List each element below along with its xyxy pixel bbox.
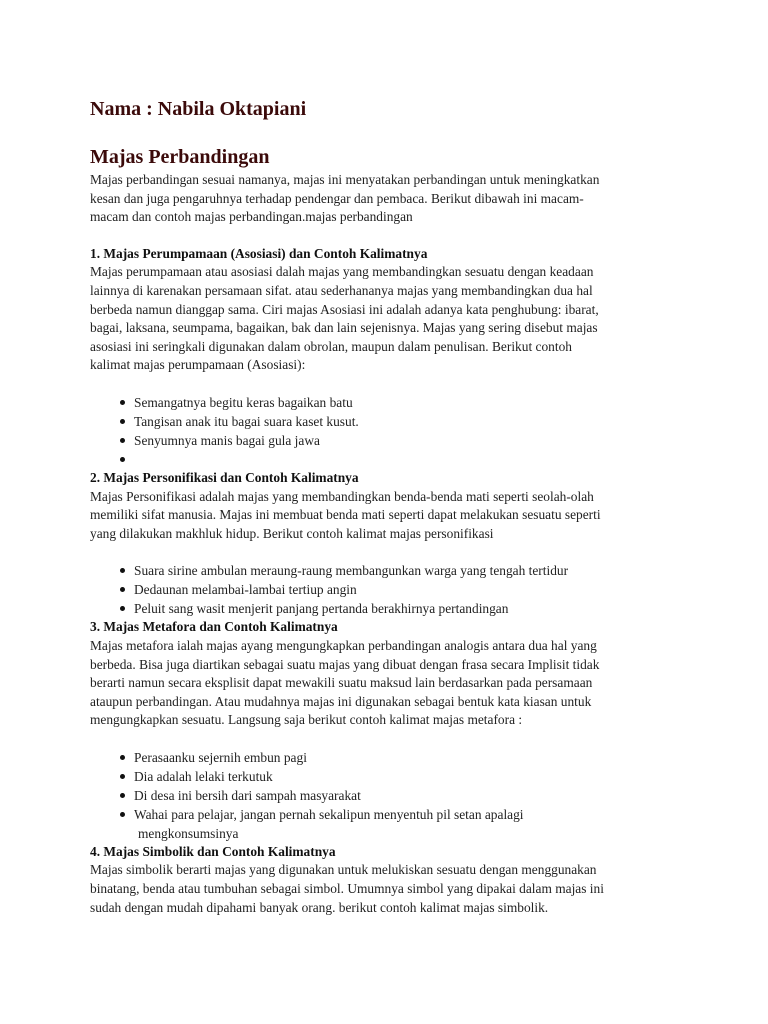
text-line: berbeda namun dianggap sama. Ciri majas Asosiasi ini adalah adanya kata penghubung: ibarat, [90,301,599,317]
example-list-perumpamaan [90,393,688,469]
section-body-personifikasi [90,488,688,544]
list-item: Semangatnya begitu keras bagaikan batu [134,393,688,412]
text-line: mengungkapkan sesuatu. Langsung saja berikut contoh kalimat majas metafora : [90,712,523,728]
list-item: Peluit sang wasit menjerit panjang pertanda berakhirnya pertandingan [134,599,688,618]
list-item: Di desa ini bersih dari sampah masyarakat [134,786,688,805]
intro-paragraph [90,171,688,227]
list-item-continuation: mengkonsumsinya [138,825,239,841]
text-line: ataupun perbandingan. Atau mudahnya majas ini digunakan sebagai bentuk kata kiasan untuk [90,693,592,709]
text-line: memiliki sifat manusia. Majas ini membuat benda mati seperti dapat melakukan sesuatu seperti [90,507,601,523]
text-line: Majas perbandingan sesuai namanya, majas ini menyatakan perbandingan untuk meningkatkan [90,172,600,187]
text-line: Majas perumpamaan atau asosiasi dalah majas yang membandingkan sesuatu dengan keadaan [90,264,594,280]
text-line: Majas Personifikasi adalah majas yang membandingkan benda-benda mati seperti seolah-olah [90,488,594,504]
list-item [134,450,688,469]
text-line: bagai, laksana, seumpama, bagaikan, bak dan lain sejenisnya. Majas yang sering disebut majas [90,320,598,336]
list-item: Tangisan anak itu bagai suara kaset kusut. [134,412,688,431]
list-item-text: Wahai para pelajar, jangan pernah sekalipun menyentuh pil setan apalagi [134,806,524,822]
text-line: kesan dan juga pengaruhnya terhadap pendengar dan pembaca. Berikut dibawah ini macam- [90,190,584,206]
text-line: macam dan contoh majas perbandingan.majas perbandingan [90,209,413,225]
text-line: asosiasi ini seringkali digunakan dalam obrolan, maupun dalam penulisan. Berikut contoh [90,338,572,354]
section-heading-simbolik: 4. Majas Simbolik dan Contoh Kalimatnya [90,843,336,859]
text-line: berbeda. Bisa juga diartikan sebagai suatu majas yang dibuat dengan frasa secara Implisit tidak [90,656,600,672]
text-line: berarti namun secara eksplisit dapat mewakili suatu maksud lain berdasarkan pada persamaan [90,675,593,691]
section-body-perumpamaan [90,263,688,375]
text-line: sudah dengan mudah dipahami banyak orang. berikut contoh kalimat majas simbolik. [90,899,549,915]
section-heading-personifikasi: 2. Majas Personifikasi dan Contoh Kalimatnya [90,469,359,485]
example-list-personifikasi [90,561,688,618]
text-line: yang dilakukan makhluk hidup. Berikut contoh kalimat majas personifikasi [90,525,494,541]
list-item: Suara sirine ambulan meraung-raung membangunkan warga yang tengah tertidur [134,561,688,580]
section-body-metafora [90,637,688,730]
section-heading-metafora: 3. Majas Metafora dan Contoh Kalimatnya [90,619,338,635]
list-item: Dia adalah lelaki terkutuk [134,767,688,786]
text-line: binatang, benda atau tumbuhan sebagai simbol. Umumnya simbol yang dipakai dalam majas ini [90,881,604,897]
author-name-title: Nama : Nabila Oktapiani [90,98,307,120]
list-item: Perasaanku sejernih embun pagi [134,748,688,767]
list-item: Senyumnya manis bagai gula jawa [134,431,688,450]
text-line: lainnya di karenakan persamaan sifat. atau sederhananya majas yang membandingkan dua hal [90,282,593,298]
list-item [134,805,688,843]
text-line: Majas simbolik berarti majas yang digunakan untuk melukiskan sesuatu dengan menggunakan [90,862,597,878]
section-heading-perumpamaan: 1. Majas Perumpamaan (Asosiasi) dan Contoh Kalimatnya [90,245,428,261]
text-line: Majas metafora ialah majas ayang mengungkapkan perbandingan analogis antara dua hal yang [90,637,597,653]
example-list-metafora [90,748,688,843]
text-line: kalimat majas perumpamaan (Asosiasi): [90,357,306,373]
page-title: Majas Perbandingan [90,146,270,168]
list-item: Dedaunan melambai-lambai tertiup angin [134,580,688,599]
section-body-simbolik [90,861,688,917]
